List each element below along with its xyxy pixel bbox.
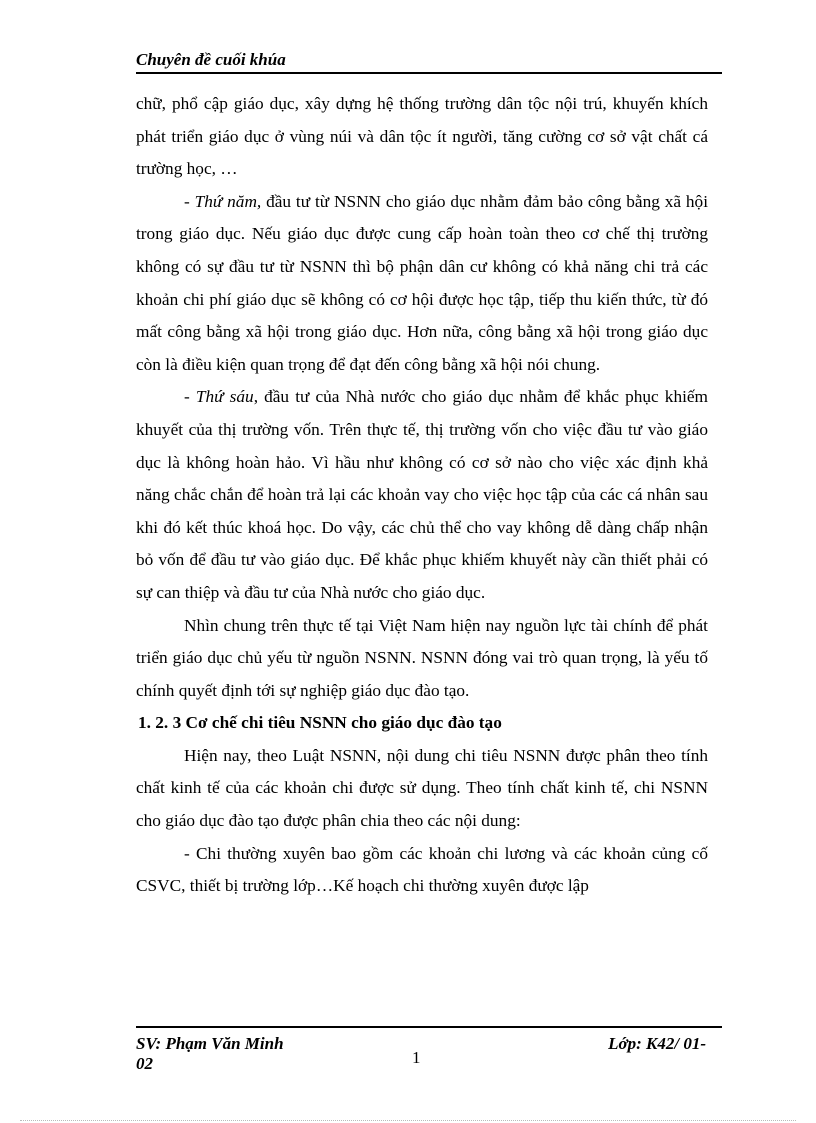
paragraph-3-label: Thứ sáu <box>195 387 254 407</box>
footer-student-cont: 02 <box>136 1054 153 1073</box>
paragraph-6: - Chi thường xuyên bao gồm các khoản chi lương và các khoản củng cố CSVC, thiết bị trường lớp…Kế hoạch chi thường xuyên được lập <box>136 843 708 896</box>
footer-class: Lớp: K42/ 01- <box>608 1034 706 1053</box>
page-header <box>136 50 722 74</box>
paragraph-4: Nhìn chung trên thực tế tại Việt Nam hiện nay nguồn lực tài chính để phát triển giáo dục chủ yếu từ nguồn NSNN. NSNN đóng vai trò quan trọng, là yếu tố chính quyết định tới sự nghiệp giáo dục đào tạo. <box>136 615 708 700</box>
paragraph-1: chữ, phổ cập giáo dục, xây dựng hệ thống trường dân tộc nội trú, khuyến khích phát triển giáo dục ở vùng núi và dân tộc ít người, tăng cường cơ sở vật chất cá trường học, … <box>136 94 708 179</box>
section-heading: 1. 2. 3 Cơ chế chi tiêu NSNN cho giáo dục đào tạo <box>138 713 502 733</box>
paragraph-2-text: đầu tư từ NSNN cho giáo dục nhằm đảm bảo công bằng xã hội trong giáo dục. Nếu giáo dục được cung cấp hoàn toàn theo cơ chế thị trường không có sự đầu tư từ NSNN thì bộ phận dân cư không có khả năng chi trả các khoản chi phí giáo dục sẽ không có cơ hội được học tập, tiếp thu kiến thức, từ đó mất công bằng xã hội trong giáo dục. Hơn nữa, công bằng xã hội trong giáo dục còn là điều kiện quan trọng để đạt đến công bằng xã hội nói chung. <box>136 191 708 374</box>
paragraph-3 <box>136 381 708 609</box>
page-footer <box>136 1026 722 1080</box>
footer-student <box>136 1034 326 1074</box>
paragraph-5: Hiện nay, theo Luật NSNN, nội dung chi tiêu NSNN được phân theo tính chất kinh tế của các khoản chi được sử dụng. Theo tính chất kinh tế, chi NSNN cho giáo dục đào tạo được phân chia theo các nội dung: <box>136 745 708 831</box>
paragraph-3-prefix: - <box>184 387 196 407</box>
header-title: Chuyên đề cuối khúa <box>136 50 286 69</box>
page-edge-divider <box>20 1120 796 1121</box>
paragraph-3-text: , đầu tư của Nhà nước cho giáo dục nhằm để khắc phục khiếm khuyết của thị trường vốn. Trên thực tế, thị trường vốn cho việc đầu tư vào giáo dục là không hoàn hảo. Vì hầu như không có cơ sở nào cho việc xác định khả năng chắc chắn để hoàn trả lại các khoản vay cho việc học tập của các cá nhân sau khi đó kết thúc khoá học. Do vậy, các chủ thể cho vay không dễ dàng chấp nhận bỏ vốn để đầu tư vào giáo dục. Để khắc phục khiếm khuyết này cần thiết phải có sự can thiệp và đầu tư của Nhà nước cho giáo dục. <box>136 387 708 602</box>
page-number: 1 <box>412 1048 421 1067</box>
paragraph-2 <box>136 186 708 382</box>
footer-student-name: SV: Phạm Văn Minh <box>136 1034 284 1053</box>
paragraph-2-prefix: - <box>184 191 195 211</box>
document-body <box>136 88 708 903</box>
paragraph-2-label: Thứ năm, <box>194 191 262 211</box>
